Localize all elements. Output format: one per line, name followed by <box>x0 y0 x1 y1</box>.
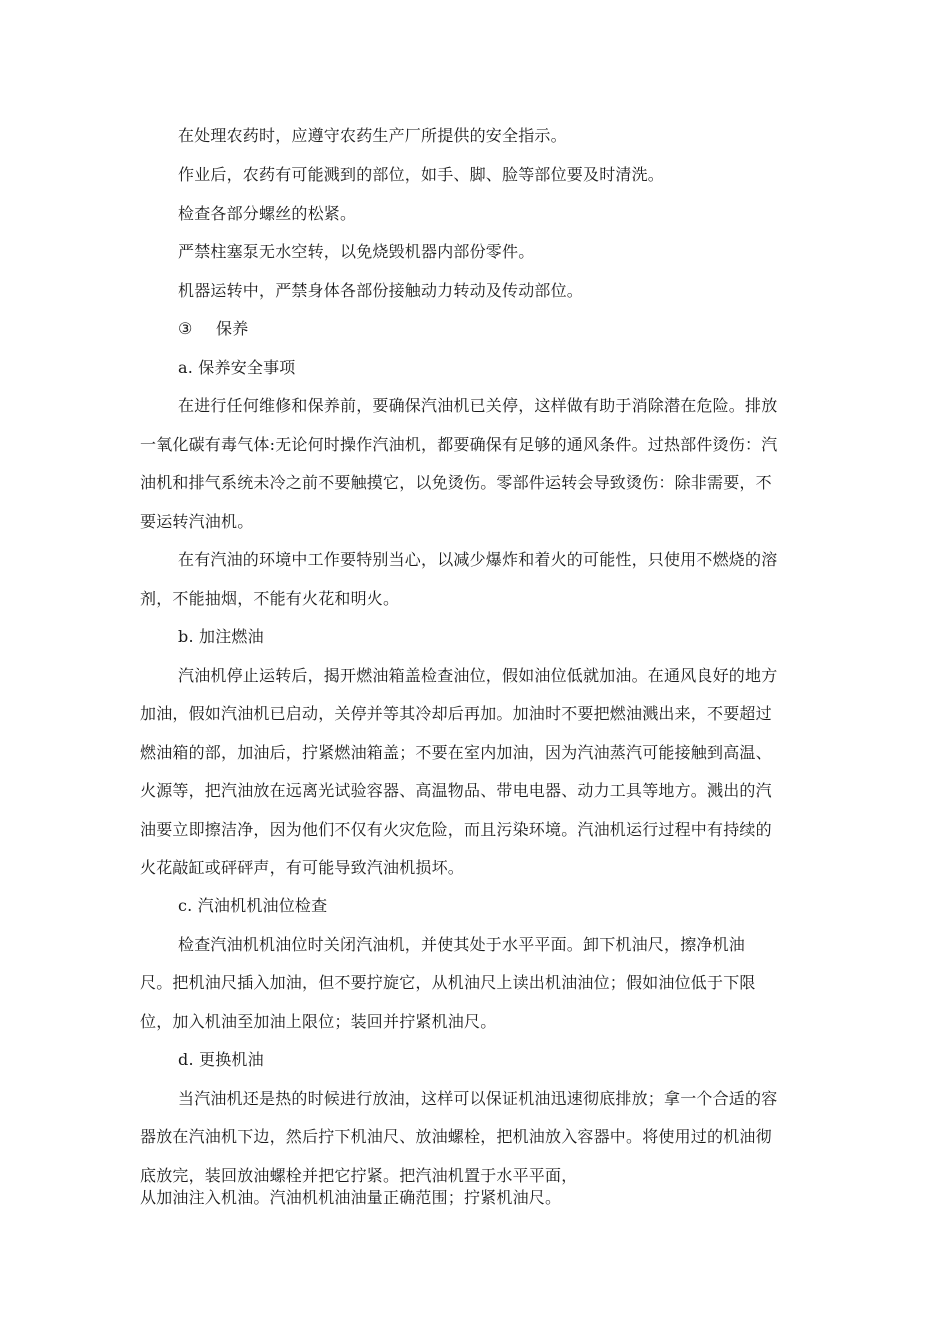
paragraph-line: 位，加入机油至加油上限位；装回并拧紧机油尺。 <box>140 1012 497 1031</box>
paragraph-line: 剂，不能抽烟，不能有火花和明火。 <box>140 589 400 608</box>
section-heading <box>178 319 858 339</box>
paragraph-line: 在进行任何维修和保养前，要确保汽油机已关停，这样做有助于消除潜在危险。排放 <box>178 396 778 415</box>
paragraph-line: 加油，假如汽油机已启动，关停并等其冷却后再加。加油时不要把燃油溅出来，不要超过 <box>140 704 772 723</box>
paragraph-line: 油机和排气系统未冷之前不要触摸它，以免烫伤。零部件运转会导致烫伤：除非需要，不 <box>140 473 772 492</box>
paragraph-line: 一氧化碳有毒气体:无论何时操作汽油机，都要确保有足够的通风条件。过热部件烫伤：汽 <box>140 435 778 454</box>
paragraph-line: 火花敲缸或砰砰声，有可能导致汽油机损坏。 <box>140 858 465 877</box>
paragraph-line: 在有汽油的环境中工作要特别当心，以减少爆炸和着火的可能性，只使用不燃烧的溶 <box>178 550 778 569</box>
subsection-heading-a: a. 保养安全事项 <box>178 358 296 377</box>
paragraph-line: 火源等，把汽油放在远离光试验容器、高温物品、带电电器、动力工具等地方。溅出的汽 <box>140 781 772 800</box>
safety-note: 严禁柱塞泵无水空转，以免烧毁机器内部份零件。 <box>178 242 535 261</box>
subsection-heading-d: d. 更换机油 <box>178 1050 264 1069</box>
paragraph-line: 从加油注入机油。汽油机机油油量正确范围；拧紧机油尺。 <box>140 1188 562 1207</box>
paragraph-line: 油要立即擦洁净，因为他们不仅有火灾危险，而且污染环境。汽油机运行过程中有持续的 <box>140 820 772 839</box>
section-title: 保养 <box>216 319 249 338</box>
safety-note: 在处理农药时，应遵守农药生产厂所提供的安全指示。 <box>178 126 567 145</box>
safety-note: 作业后，农药有可能溅到的部位，如手、脚、脸等部位要及时清洗。 <box>178 165 665 184</box>
paragraph-line: 汽油机停止运转后，揭开燃油箱盖检查油位，假如油位低就加油。在通风良好的地方 <box>178 666 778 685</box>
safety-note: 检查各部分螺丝的松紧。 <box>178 204 357 223</box>
safety-note: 机器运转中，严禁身体各部份接触动力转动及传动部位。 <box>178 281 584 300</box>
paragraph-line: 尺。把机油尺插入加油，但不要拧旋它，从机油尺上读出机油油位；假如油位低于下限 <box>140 973 756 992</box>
section-number: ③ <box>178 319 193 338</box>
subsection-heading-b: b. 加注燃油 <box>178 627 264 646</box>
paragraph-line: 器放在汽油机下边，然后拧下机油尺、放油螺栓，把机油放入容器中。将使用过的机油彻 <box>140 1127 772 1146</box>
paragraph-line: 底放完，装回放油螺栓并把它拧紧。把汽油机置于水平平面， <box>140 1166 578 1185</box>
paragraph-line: 当汽油机还是热的时候进行放油，这样可以保证机油迅速彻底排放；拿一个合适的容 <box>178 1089 778 1108</box>
subsection-heading-c: c. 汽油机机油位检查 <box>178 896 328 915</box>
paragraph-line: 要运转汽油机。 <box>140 512 254 531</box>
paragraph-line: 检查汽油机机油位时关闭汽油机，并使其处于水平平面。卸下机油尺，擦净机油 <box>178 935 746 954</box>
paragraph-line: 燃油箱的部，加油后，拧紧燃油箱盖；不要在室内加油，因为汽油蒸汽可能接触到高温、 <box>140 743 772 762</box>
